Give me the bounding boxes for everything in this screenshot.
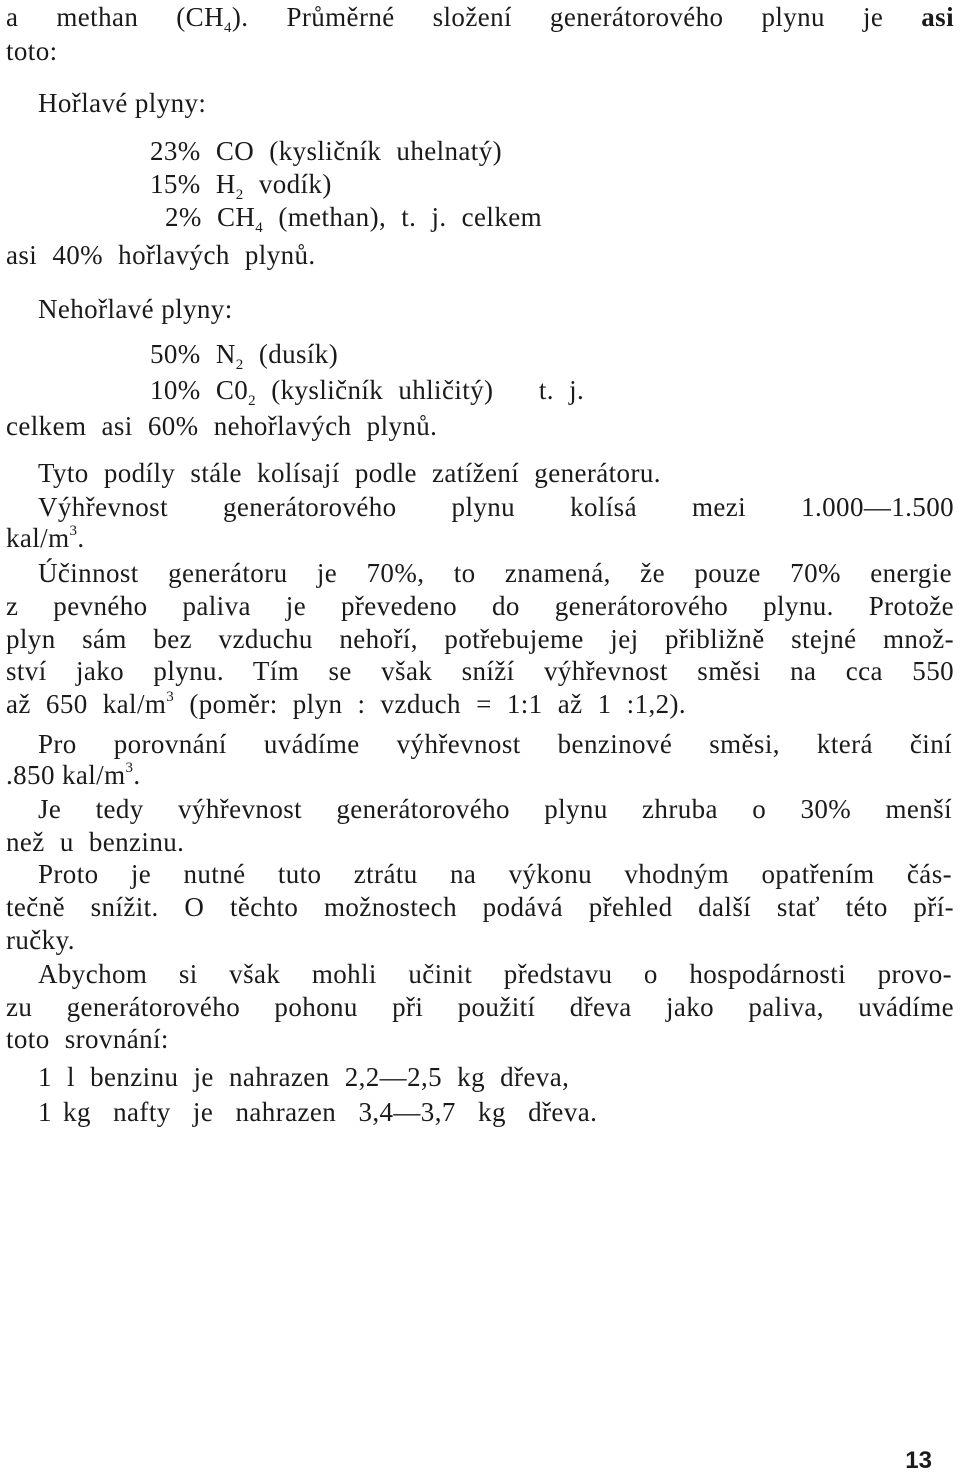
- text-span: vodík): [258, 169, 332, 199]
- text-line: tečně snížit. O těchto možnostech podává přehled další stať této pří-: [6, 892, 954, 922]
- text-span: ). Průměrné složení generátorového plynu je: [231, 2, 884, 32]
- text-span: kal/m: [6, 523, 70, 553]
- subscript: 2: [235, 357, 244, 373]
- comparison-row-benzin: 1 l benzinu je nahrazen 2,2—2,5 kg dřeva,: [38, 1062, 570, 1092]
- text-span: (kysličník uhličitý) t. j.: [271, 375, 585, 405]
- text-span: (methan), t. j. celkem: [278, 202, 543, 232]
- gas-row-co2: [150, 373, 584, 407]
- text-span: .: [77, 523, 85, 553]
- text-span: 2% CH: [165, 202, 256, 232]
- text-line: ství jako plynu. Tím se však sníží výhřevnost směsi na cca 550: [6, 656, 954, 686]
- page-number: 13: [905, 1447, 932, 1474]
- text-line: [6, 0, 954, 34]
- text-line: Tyto podíly stále kolísají podle zatížení generátoru.: [38, 458, 661, 488]
- text-line: než u benzinu.: [6, 827, 185, 857]
- text-line: plyn sám bez vzduchu nehoří, potřebujeme jej přibližně stejné množ-: [6, 624, 954, 654]
- text-line: Abychom si však mohli učinit představu o hospodárnosti provo-: [38, 959, 952, 989]
- text-line: z pevného paliva je převedeno do generátorového plynu. Protože: [6, 591, 954, 621]
- text-line: Proto je nutné tuto ztrátu na výkonu vhodným opatřením čás-: [38, 859, 952, 889]
- gas-row-n2: [150, 337, 338, 371]
- text-span: až 650 kal/m: [6, 689, 167, 719]
- section-heading-flammable: Hořlavé plyny:: [38, 88, 207, 118]
- text-line: [6, 521, 85, 555]
- gas-row-h2: [150, 167, 332, 201]
- superscript: 3: [166, 689, 175, 705]
- text-span: asi: [921, 2, 954, 32]
- comparison-row-nafta: 1 kg nafty je nahrazen 3,4—3,7 kg dřeva.: [38, 1097, 598, 1127]
- text-span: (poměr: plyn : vzduch = 1:1 až 1 :1,2).: [189, 689, 687, 719]
- subscript: 2: [248, 393, 257, 409]
- text-span: 15% H: [150, 169, 236, 199]
- gas-row-co: 23% CO (kysličník uhelnatý): [150, 136, 502, 166]
- text-line: celkem asi 60% nehořlavých plynů.: [6, 411, 438, 441]
- superscript: 3: [69, 523, 78, 539]
- text-span: .850 kal/m: [6, 760, 126, 790]
- gas-row-ch4: [165, 200, 542, 234]
- text-line: zu generátorového pohonu při použití dřeva jako paliva, uvádíme: [6, 992, 954, 1022]
- text-span: 50% N: [150, 339, 236, 369]
- text-line: asi 40% hořlavých plynů.: [6, 240, 316, 270]
- text-line: ručky.: [6, 925, 75, 955]
- subscript: 4: [255, 220, 264, 236]
- text-line: Výhřevnost generátorového plynu kolísá mezi 1.000—1.500: [38, 492, 954, 522]
- text-line: [6, 687, 686, 721]
- text-line: toto srovnání:: [6, 1024, 169, 1054]
- text-line: toto:: [6, 36, 58, 66]
- text-span: a methan (CH: [6, 2, 224, 32]
- section-heading-nonflammable: Nehořlavé plyny:: [38, 294, 233, 324]
- text-line: Je tedy výhřevnost generátorového plynu zhruba o 30% menší: [38, 794, 952, 824]
- superscript: 3: [125, 760, 134, 776]
- subscript: 2: [235, 187, 244, 203]
- subscript: 4: [223, 20, 232, 36]
- text-span: (dusík): [258, 339, 339, 369]
- text-line: Účinnost generátoru je 70%, to znamená, že pouze 70% energie: [38, 558, 952, 588]
- text-span: 10% C0: [150, 375, 249, 405]
- text-line: [6, 758, 141, 792]
- text-line: Pro porovnání uvádíme výhřevnost benzinové směsi, která činí: [38, 729, 952, 759]
- text-span: .: [133, 760, 141, 790]
